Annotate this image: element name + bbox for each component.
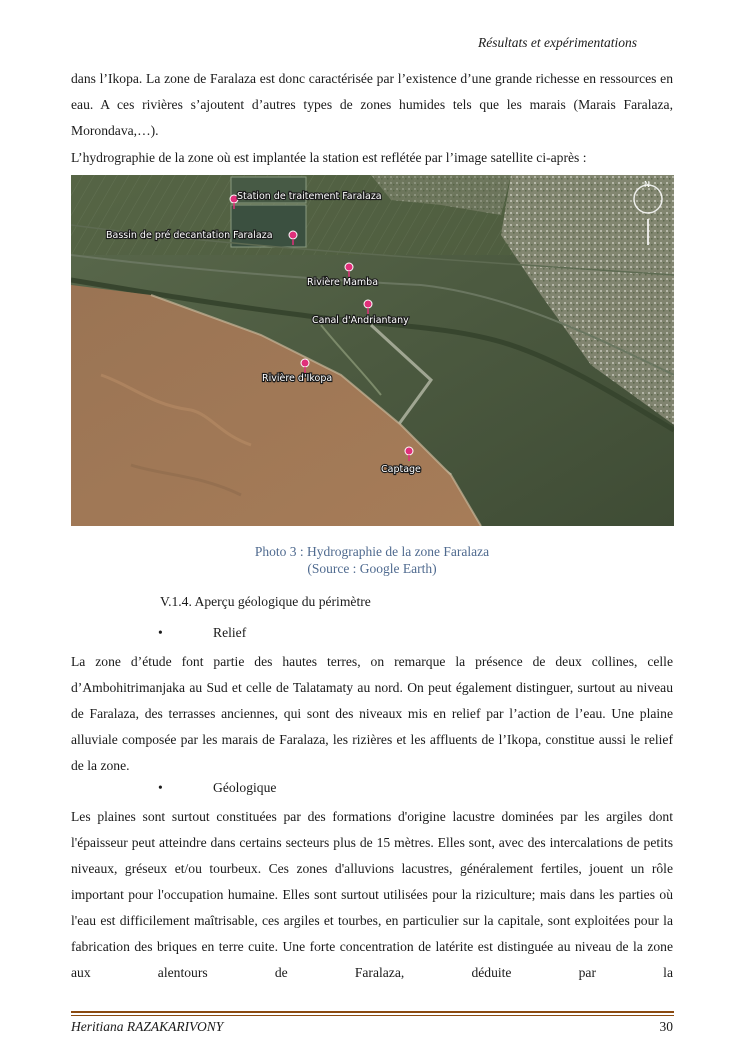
figure-source: (Source : Google Earth) <box>307 561 437 576</box>
bullet-symbol: • <box>158 625 163 640</box>
map-label-station: Station de traitement Faralaza <box>237 191 382 202</box>
map-label-canal: Canal d'Andriantany <box>312 315 409 326</box>
intro-image-lead <box>71 145 673 171</box>
footer-rule-thin <box>71 1015 674 1016</box>
satellite-image <box>71 175 674 526</box>
footer-rule <box>71 1011 674 1013</box>
map-label-mamba: Rivière Mamba <box>307 277 379 288</box>
bullet-label-relief: Relief <box>213 625 247 640</box>
geologique-paragraph-text: Les plaines sont surtout constituées par des formations d'origine lacustre dominées par les argiles dont l'épaisseur peut atteindre dans certains secteurs plus de 15 mètres. Elles sont, avec des intercalations de petits niveaux, gréseux et/ou tourbeux. Ces zones d'alluvions lacustres, généralement fertiles, jouent un rôle important pour l'occupation humaine. Elles sont surtout utilisées pour la riziculture; mais dans les parties où l'eau est difficilement maîtrisable, ces argiles et tourbes, en particulier sur la capitale, sont exploitées pour la fabrication des briques en terre cuite. Une forte concentration de latérite est distinguée au niveau de la zone aux alentours de Faralaza, déduite par la <box>71 809 673 980</box>
svg-text:N: N <box>644 180 650 189</box>
page-number: 30 <box>659 1019 673 1034</box>
relief-paragraph <box>71 649 673 779</box>
figure-caption: Photo 3 : Hydrographie de la zone Faralaza <box>254 544 490 559</box>
bullet-relief <box>158 625 246 641</box>
footer-author: Heritiana RAZAKARIVONY <box>71 1019 224 1034</box>
map-label-captage: Captage <box>381 464 421 475</box>
map-label-ikopa: Rivière d'Ikopa <box>262 373 333 384</box>
map-label-bassin: Bassin de pré decantation Faralaza <box>106 230 273 241</box>
bullet-label-geologique: Géologique <box>213 780 277 795</box>
relief-paragraph-text: La zone d’étude font partie des hautes terres, on remarque la présence de deux collines, celle d’Ambohitrimanjaka au Sud et celle de Talatamaty au nord. On peut également distinguer, surtout au niveau de Faralaza, des terrasses anciennes, qui sont des niveaux mis en relief par l’action de l’eau. Une plaine alluviale composée par les marais de Faralaza, les rizières et les affluents de l’Ikopa, constitue aussi le relief de la zone. <box>71 654 673 773</box>
running-header: Résultats et expérimentations <box>478 35 637 50</box>
intro-paragraph <box>71 66 673 144</box>
bullet-geologique <box>158 780 276 796</box>
intro-image-lead-text: L’hydrographie de la zone où est implantée la station est reflétée par l’image satellite ci-après : <box>71 150 587 165</box>
geologique-paragraph <box>71 804 673 986</box>
intro-paragraph-text: dans l’Ikopa. La zone de Faralaza est donc caractérisée par l’existence d’une grande richesse en ressources en eau. A ces rivières s’ajoutent d’autres types de zones humides tels que les marais (Marais Faralaza, Morondava,…). <box>71 71 673 138</box>
bullet-symbol: • <box>158 780 163 795</box>
section-heading: V.1.4. Aperçu géologique du périmètre <box>160 594 371 609</box>
